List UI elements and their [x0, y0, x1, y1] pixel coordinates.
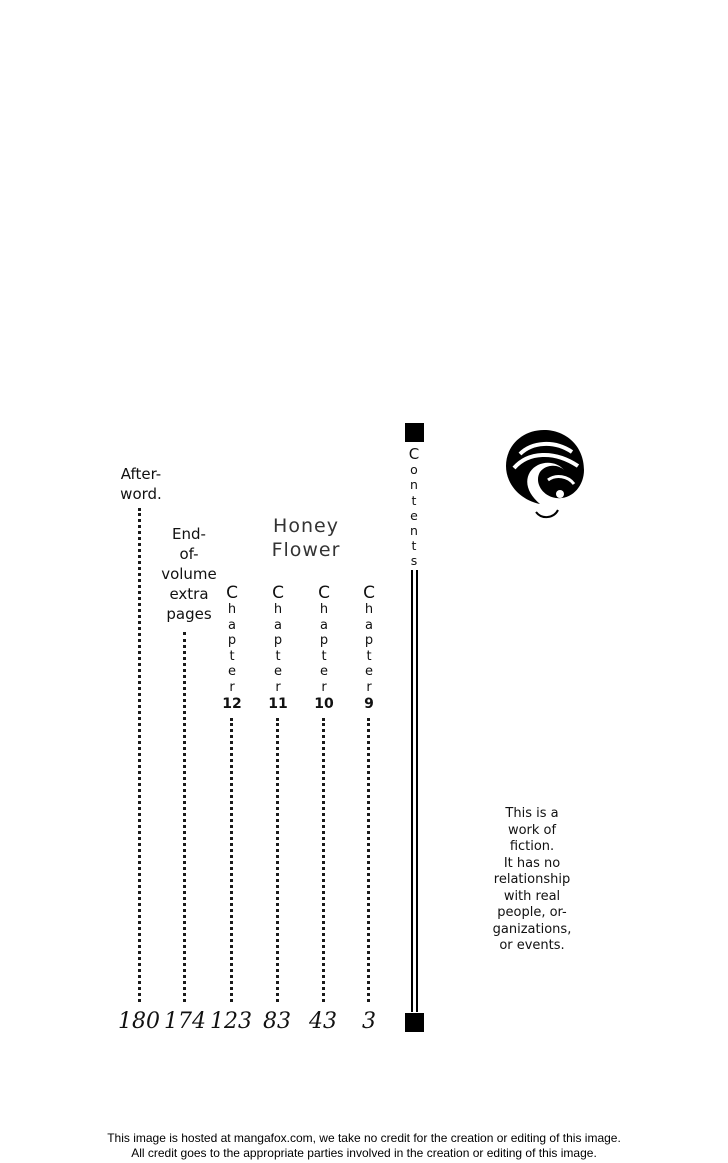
fiction-disclaimer: This is a work of fiction. It has no relationship with real people, or- ganizations, or events. — [492, 806, 572, 953]
page-number-chapter10: 43 — [309, 1009, 337, 1034]
toc-label-chapter12: C h a p t e r 12 — [222, 583, 242, 712]
rail-line-right — [416, 570, 418, 1012]
page-number-afterword: 180 — [118, 1009, 160, 1034]
toc-label-extras: End- of- volume extra pages — [161, 525, 217, 623]
leader-dots-chapter11 — [276, 718, 279, 1002]
series-title: Honey Flower — [271, 515, 341, 561]
leader-dots-chapter12 — [230, 718, 233, 1002]
rail-top-square — [405, 423, 424, 442]
leader-dots-chapter10 — [322, 718, 325, 1002]
rail-bottom-square — [405, 1013, 424, 1032]
rail-line-left — [411, 570, 413, 1012]
page-number-chapter9: 3 — [362, 1009, 376, 1034]
toc-label-afterword: After- word. — [120, 465, 162, 503]
page-number-extras: 174 — [164, 1009, 206, 1034]
leader-dots-extras — [183, 632, 186, 1002]
leader-dots-afterword — [138, 508, 141, 1002]
credit-line-1: This image is hosted at mangafox.com, we take no credit for the creation or editing of this image. — [107, 1131, 621, 1145]
contents-title: C o n t e n t s — [408, 445, 420, 569]
page-number-chapter11: 83 — [263, 1009, 291, 1034]
leader-dots-chapter9 — [367, 718, 370, 1002]
page-number-chapter12: 123 — [210, 1009, 252, 1034]
swirl-logo-icon — [498, 424, 590, 522]
toc-label-chapter9: C h a p t e r 9 — [363, 583, 375, 712]
credit-line-2: All credit goes to the appropriate parties involved in the creation or editing of this image. — [131, 1146, 597, 1160]
toc-label-chapter10: C h a p t e r 10 — [314, 583, 334, 712]
toc-label-chapter11: C h a p t e r 11 — [268, 583, 288, 712]
